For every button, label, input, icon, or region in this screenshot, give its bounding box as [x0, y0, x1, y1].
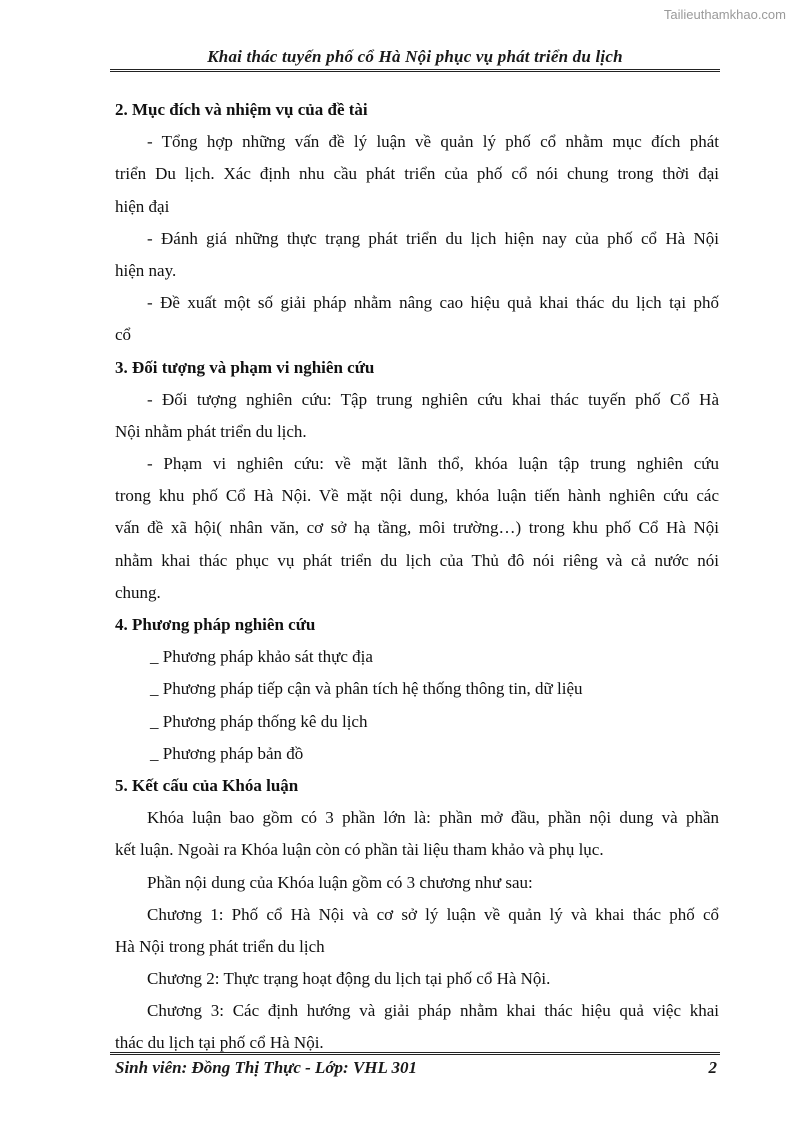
paragraph-line: - Đối tượng nghiên cứu: Tập trung nghiên cứu khai thác tuyến phố Cổ Hà	[147, 389, 719, 409]
paragraph-line: trong khu phố Cổ Hà Nội. Về mặt nội dung, khóa luận tiến hành nghiên cứu các	[115, 486, 719, 506]
paragraph-line: triển Du lịch. Xác định nhu cầu phát triển của phố cổ nói chung trong thời đại	[115, 164, 719, 184]
section-heading-4: 4. Phương pháp nghiên cứu	[115, 615, 316, 634]
paragraph-line: thác du lịch tại phố cổ Hà Nội.	[115, 1033, 324, 1053]
paragraph-line: Chương 1: Phố cổ Hà Nội và cơ sở lý luận về quản lý và khai thác phố cổ	[147, 904, 719, 924]
paragraph-line: - Đánh giá những thực trạng phát triển du lịch hiện nay của phố cổ Hà Nội	[147, 228, 719, 248]
list-item: _ Phương pháp khảo sát thực địa	[150, 647, 373, 667]
paragraph-line: Phần nội dung của Khóa luận gồm có 3 chương như sau:	[147, 872, 533, 892]
list-item: _ Phương pháp bản đồ	[150, 743, 304, 763]
paragraph-line: Hà Nội trong phát triển du lịch	[115, 936, 325, 956]
paragraph-line: - Phạm vi nghiên cứu: về mặt lãnh thổ, khóa luận tập trung nghiên cứu	[147, 454, 719, 474]
list-item: _ Phương pháp thống kê du lịch	[150, 711, 368, 731]
list-item: _ Phương pháp tiếp cận và phân tích hệ thống thông tin, dữ liệu	[150, 679, 583, 699]
section-heading-3: 3. Đối tượng và phạm vi nghiên cứu	[115, 357, 375, 377]
paragraph-line: chung.	[115, 582, 161, 602]
page-number: 2	[708, 1058, 717, 1077]
paragraph-line: kết luận. Ngoài ra Khóa luận còn có phần tài liệu tham khảo và phụ lục.	[115, 840, 604, 860]
paragraph-line: Chương 2: Thực trạng hoạt động du lịch tại phố cổ Hà Nội.	[147, 969, 551, 989]
watermark: Tailieuthamkhao.com	[663, 7, 786, 22]
paragraph-line: Chương 3: Các định hướng và giải pháp nhằm khai thác hiệu quả việc khai	[147, 1001, 719, 1021]
paragraph-line: - Đề xuất một số giải pháp nhằm nâng cao hiệu quả khai thác du lịch tại phố	[147, 293, 719, 313]
header-divider	[110, 69, 720, 72]
running-header-title: Khai thác tuyến phố cổ Hà Nội phục vụ phát triển du lịch	[207, 47, 623, 66]
paragraph-line: hiện nay.	[115, 260, 177, 280]
paragraph-line: vấn đề xã hội( nhân văn, cơ sở hạ tầng, môi trường…) trong khu phố Cổ Hà Nội	[115, 518, 719, 538]
paragraph-line: Nội nhằm phát triển du lịch.	[115, 421, 307, 441]
document-body	[115, 94, 719, 1060]
paragraph-line: Khóa luận bao gồm có 3 phần lớn là: phần mở đầu, phần nội dung và phần	[147, 808, 719, 828]
section-heading-5: 5. Kết cấu của Khóa luận	[115, 775, 299, 795]
paragraph-line: nhằm khai thác phục vụ phát triển du lịch của Thủ đô nói riêng và cả nước nói	[115, 550, 719, 570]
paragraph-line: - Tổng hợp những vấn đề lý luận về quản lý phố cổ nhằm mục đích phát	[147, 132, 719, 152]
footer-divider	[110, 1052, 720, 1055]
footer-author: Sinh viên: Đồng Thị Thực - Lớp: VHL 301	[115, 1058, 418, 1077]
paragraph-line: hiện đại	[115, 196, 170, 216]
paragraph-line: cổ	[115, 325, 132, 345]
section-heading-2: 2. Mục đích và nhiệm vụ của đề tài	[115, 100, 368, 119]
